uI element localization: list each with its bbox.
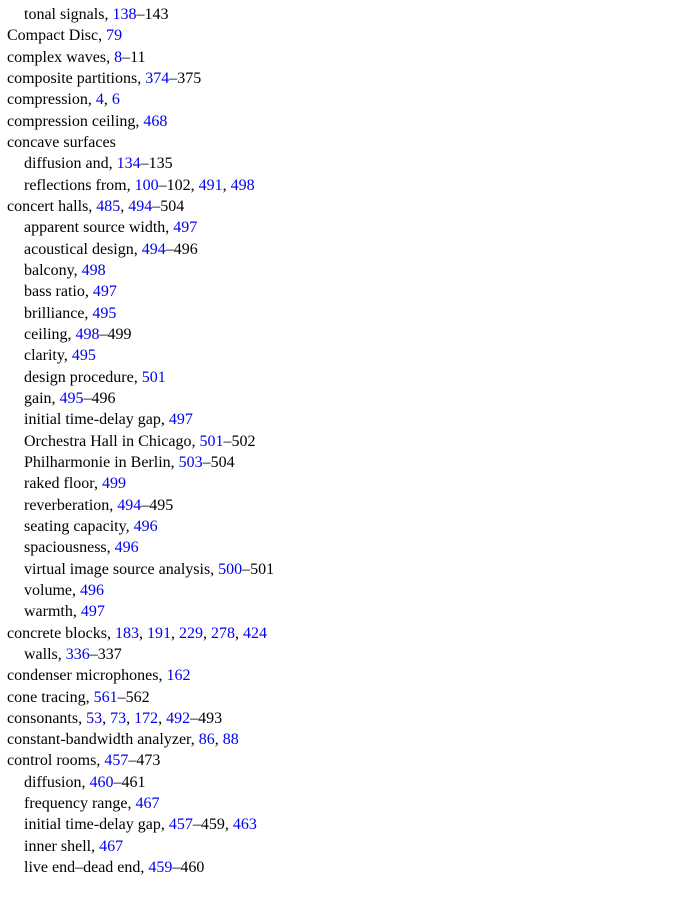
index-term: tonal signals xyxy=(24,6,105,23)
index-entry xyxy=(7,623,274,644)
term-separator: , xyxy=(133,368,142,386)
term-separator: , xyxy=(98,27,107,45)
index-term: diffusion and xyxy=(24,155,109,173)
index-term: compression ceiling xyxy=(7,112,136,130)
index-subentry xyxy=(7,431,274,452)
term-separator: , xyxy=(94,475,102,493)
index-term: concave surfaces xyxy=(7,133,116,151)
page-reference-link[interactable]: 499 xyxy=(102,475,126,493)
index-term: acoustical design xyxy=(24,240,134,258)
index-subentry xyxy=(7,4,274,25)
index-term: consonants xyxy=(7,709,79,727)
term-separator: , xyxy=(127,795,136,813)
term-separator: , xyxy=(165,219,174,237)
index-term: design procedure xyxy=(24,368,134,386)
term-separator: , xyxy=(126,176,135,194)
page-reference-link[interactable]: 497 xyxy=(92,283,117,301)
index-term: spaciousness xyxy=(24,539,107,557)
page-reference-link[interactable]: 467 xyxy=(99,837,124,855)
index-subentry xyxy=(7,239,274,260)
index-entry xyxy=(7,750,274,771)
page-reference-link[interactable]: 459 xyxy=(148,859,173,877)
page-range-text: , xyxy=(170,624,179,642)
term-separator: , xyxy=(72,581,80,599)
term-separator: , xyxy=(160,411,169,429)
page-reference-link[interactable]: 183 xyxy=(114,624,139,642)
term-separator: , xyxy=(67,325,76,343)
page-reference-link[interactable]: 494 xyxy=(128,197,153,215)
page-range-text: , xyxy=(103,91,112,109)
index-term: clarity xyxy=(24,347,64,365)
index-term: frequency range xyxy=(24,795,128,813)
term-separator: , xyxy=(73,261,82,279)
index-term: cone tracing xyxy=(7,688,86,706)
index-term: initial time-delay gap xyxy=(24,411,161,429)
page-reference-link[interactable]: 457 xyxy=(104,752,129,770)
page-reference-link[interactable]: 495 xyxy=(71,347,96,365)
page-reference-link[interactable]: 498 xyxy=(81,261,106,279)
page-range-text: –473 xyxy=(128,752,161,770)
page-range-text: –504 xyxy=(202,453,235,471)
page-reference-link[interactable]: 496 xyxy=(114,539,139,557)
index-term: composite partitions xyxy=(7,69,138,87)
index-subentry xyxy=(7,580,274,601)
page-reference-link[interactable]: 229 xyxy=(178,624,203,642)
index-subentry xyxy=(7,793,274,814)
term-separator: , xyxy=(109,496,118,514)
index-term: warmth xyxy=(24,603,73,621)
index-term: virtual image source analysis xyxy=(24,560,211,578)
index-term: reflections from xyxy=(24,176,127,194)
index-subentry xyxy=(7,153,274,174)
index-subentry xyxy=(7,281,274,302)
term-separator: , xyxy=(106,48,115,66)
term-separator: , xyxy=(106,539,115,557)
page-reference-link[interactable]: 79 xyxy=(106,27,123,45)
index-subentry xyxy=(7,516,274,537)
index-subentry xyxy=(7,217,274,238)
page-range-text: , xyxy=(158,709,167,727)
page-reference-link[interactable]: 73 xyxy=(110,709,127,727)
index-subentry xyxy=(7,409,274,430)
page-reference-link[interactable]: 468 xyxy=(143,112,168,130)
term-separator: , xyxy=(96,752,105,770)
page-reference-link[interactable]: 191 xyxy=(146,624,171,642)
page-reference-link[interactable]: 162 xyxy=(166,667,191,685)
page-reference-link[interactable]: 495 xyxy=(59,389,84,407)
index-subentry xyxy=(7,260,274,281)
index-entry xyxy=(7,708,274,729)
page-range-text: –496 xyxy=(83,389,116,407)
term-separator: , xyxy=(87,91,96,109)
page-range-text: –102, xyxy=(158,176,199,194)
page-range-text: –11 xyxy=(122,48,146,66)
term-separator: , xyxy=(85,688,94,706)
page-reference-link[interactable]: 561 xyxy=(93,688,118,706)
term-separator: , xyxy=(84,304,93,322)
index-entry xyxy=(7,687,274,708)
page-range-text: , xyxy=(202,624,211,642)
term-separator: , xyxy=(170,453,179,471)
index-term: constant-bandwidth analyzer xyxy=(7,731,191,749)
page-range-text: –143 xyxy=(136,6,169,23)
page-reference-link[interactable]: 463 xyxy=(232,816,257,834)
page-range-text: –493 xyxy=(190,709,223,727)
index-term: ceiling xyxy=(24,325,68,343)
page-reference-link[interactable]: 100 xyxy=(134,176,159,194)
page-range-text: –461 xyxy=(113,773,146,791)
term-separator: , xyxy=(108,155,117,173)
term-separator: , xyxy=(125,517,134,535)
term-separator: , xyxy=(135,112,144,130)
index-term: Philharmonie in Berlin xyxy=(24,453,171,471)
index-subentry xyxy=(7,452,274,473)
term-separator: , xyxy=(81,773,90,791)
index-term: concert halls xyxy=(7,197,89,215)
index-entry xyxy=(7,665,274,686)
index-entry xyxy=(7,47,274,68)
index-term: complex waves xyxy=(7,48,107,66)
index-subentry xyxy=(7,324,274,345)
index-term: seating capacity xyxy=(24,517,126,535)
index-subentry xyxy=(7,601,274,622)
page-reference-link[interactable]: 86 xyxy=(198,731,215,749)
index-subentry xyxy=(7,495,274,516)
page-reference-link[interactable]: 494 xyxy=(141,240,166,258)
page-range-text: , xyxy=(222,176,231,194)
page-reference-link[interactable]: 497 xyxy=(168,411,193,429)
term-separator: , xyxy=(63,347,72,365)
index-page xyxy=(7,4,274,878)
index-term: bass ratio xyxy=(24,283,85,301)
page-reference-link[interactable]: 494 xyxy=(117,496,142,514)
page-reference-link[interactable]: 501 xyxy=(199,432,224,450)
index-subentry xyxy=(7,814,274,835)
index-subentry xyxy=(7,537,274,558)
index-term: concrete blocks xyxy=(7,624,107,642)
index-subentry xyxy=(7,772,274,793)
page-reference-link[interactable]: 278 xyxy=(210,624,235,642)
term-separator: , xyxy=(191,432,200,450)
page-reference-link[interactable]: 6 xyxy=(111,91,120,109)
page-range-text: , xyxy=(120,197,129,215)
index-term: Orchestra Hall in Chicago xyxy=(24,432,192,450)
index-subentry xyxy=(7,836,274,857)
page-range-text: , xyxy=(138,624,147,642)
term-separator: , xyxy=(88,197,97,215)
page-range-text: , xyxy=(102,709,111,727)
term-separator: , xyxy=(84,283,93,301)
page-reference-link[interactable]: 88 xyxy=(222,731,239,749)
index-term: volume xyxy=(24,581,72,599)
page-range-text: –375 xyxy=(169,69,202,87)
term-separator: , xyxy=(72,603,81,621)
page-range-text: –496 xyxy=(165,240,198,258)
index-subentry xyxy=(7,644,274,665)
page-reference-link[interactable]: 134 xyxy=(116,155,141,173)
index-term: initial time-delay gap xyxy=(24,816,161,834)
index-entry xyxy=(7,111,274,132)
index-subentry xyxy=(7,559,274,580)
page-range-text: –459, xyxy=(192,816,233,834)
page-reference-link[interactable]: 500 xyxy=(218,560,243,578)
page-range-text: –502 xyxy=(223,432,256,450)
index-subentry xyxy=(7,345,274,366)
page-reference-link[interactable]: 496 xyxy=(133,517,158,535)
page-reference-link[interactable]: 53 xyxy=(86,709,103,727)
page-reference-link[interactable]: 498 xyxy=(75,325,100,343)
page-reference-link[interactable]: 501 xyxy=(141,368,166,386)
page-range-text: , xyxy=(126,709,135,727)
index-term: balcony xyxy=(24,261,74,279)
term-separator: , xyxy=(190,731,199,749)
page-range-text: –504 xyxy=(152,197,185,215)
page-range-text: , xyxy=(214,731,223,749)
page-reference-link[interactable]: 138 xyxy=(112,6,137,23)
page-range-text: –501 xyxy=(242,560,275,578)
index-subentry xyxy=(7,388,274,409)
index-entry xyxy=(7,89,274,110)
index-term: apparent source width xyxy=(24,219,166,237)
index-term: inner shell xyxy=(24,837,92,855)
page-reference-link[interactable]: 495 xyxy=(92,304,117,322)
page-range-text: –495 xyxy=(141,496,174,514)
page-reference-link[interactable]: 503 xyxy=(178,453,203,471)
page-reference-link[interactable]: 491 xyxy=(198,176,223,194)
term-separator: , xyxy=(57,645,66,663)
index-subentry xyxy=(7,473,274,494)
index-entry xyxy=(7,729,274,750)
term-separator: , xyxy=(51,389,60,407)
index-term: compression xyxy=(7,91,88,109)
index-term: live end–dead end xyxy=(24,859,141,877)
page-reference-link[interactable]: 492 xyxy=(166,709,191,727)
index-term: gain xyxy=(24,389,52,407)
term-separator: , xyxy=(78,709,87,727)
page-range-text: –337 xyxy=(89,645,122,663)
index-subentry xyxy=(7,857,274,878)
index-term: reverberation xyxy=(24,496,110,514)
page-range-text: –562 xyxy=(117,688,150,706)
term-separator: , xyxy=(160,816,169,834)
page-reference-link[interactable]: 4 xyxy=(95,91,104,109)
index-term: diffusion xyxy=(24,773,82,791)
term-separator: , xyxy=(140,859,149,877)
index-subentry xyxy=(7,175,274,196)
page-reference-link[interactable]: 498 xyxy=(230,176,255,194)
page-reference-link[interactable]: 457 xyxy=(168,816,193,834)
index-entry xyxy=(7,68,274,89)
page-reference-link[interactable]: 172 xyxy=(134,709,159,727)
page-reference-link[interactable]: 467 xyxy=(135,795,160,813)
page-range-text: –460 xyxy=(172,859,205,877)
index-term: brilliance xyxy=(24,304,85,322)
page-reference-link[interactable]: 497 xyxy=(173,219,198,237)
index-term: raked floor xyxy=(24,475,94,493)
term-separator: , xyxy=(210,560,219,578)
index-entry xyxy=(7,196,274,217)
term-separator: , xyxy=(104,6,113,23)
page-reference-link[interactable]: 460 xyxy=(89,773,114,791)
index-entry xyxy=(7,132,274,153)
term-separator: , xyxy=(106,624,115,642)
page-range-text: –135 xyxy=(140,155,173,173)
page-range-text: , xyxy=(234,624,243,642)
index-subentry xyxy=(7,367,274,388)
index-term: control rooms xyxy=(7,752,97,770)
page-reference-link[interactable]: 8 xyxy=(114,48,123,66)
index-term: walls xyxy=(24,645,58,663)
page-reference-link[interactable]: 424 xyxy=(242,624,267,642)
index-term: condenser microphones xyxy=(7,667,159,685)
page-reference-link[interactable]: 374 xyxy=(145,69,170,87)
page-reference-link[interactable]: 485 xyxy=(96,197,121,215)
term-separator: , xyxy=(91,837,100,855)
index-term: Compact Disc xyxy=(7,27,99,45)
index-entry xyxy=(7,25,274,46)
term-separator: , xyxy=(133,240,142,258)
page-range-text: –499 xyxy=(99,325,132,343)
page-reference-link[interactable]: 496 xyxy=(80,581,104,599)
page-reference-link[interactable]: 497 xyxy=(80,603,105,621)
term-separator: , xyxy=(137,69,146,87)
page-reference-link[interactable]: 336 xyxy=(65,645,90,663)
term-separator: , xyxy=(158,667,167,685)
index-subentry xyxy=(7,303,274,324)
